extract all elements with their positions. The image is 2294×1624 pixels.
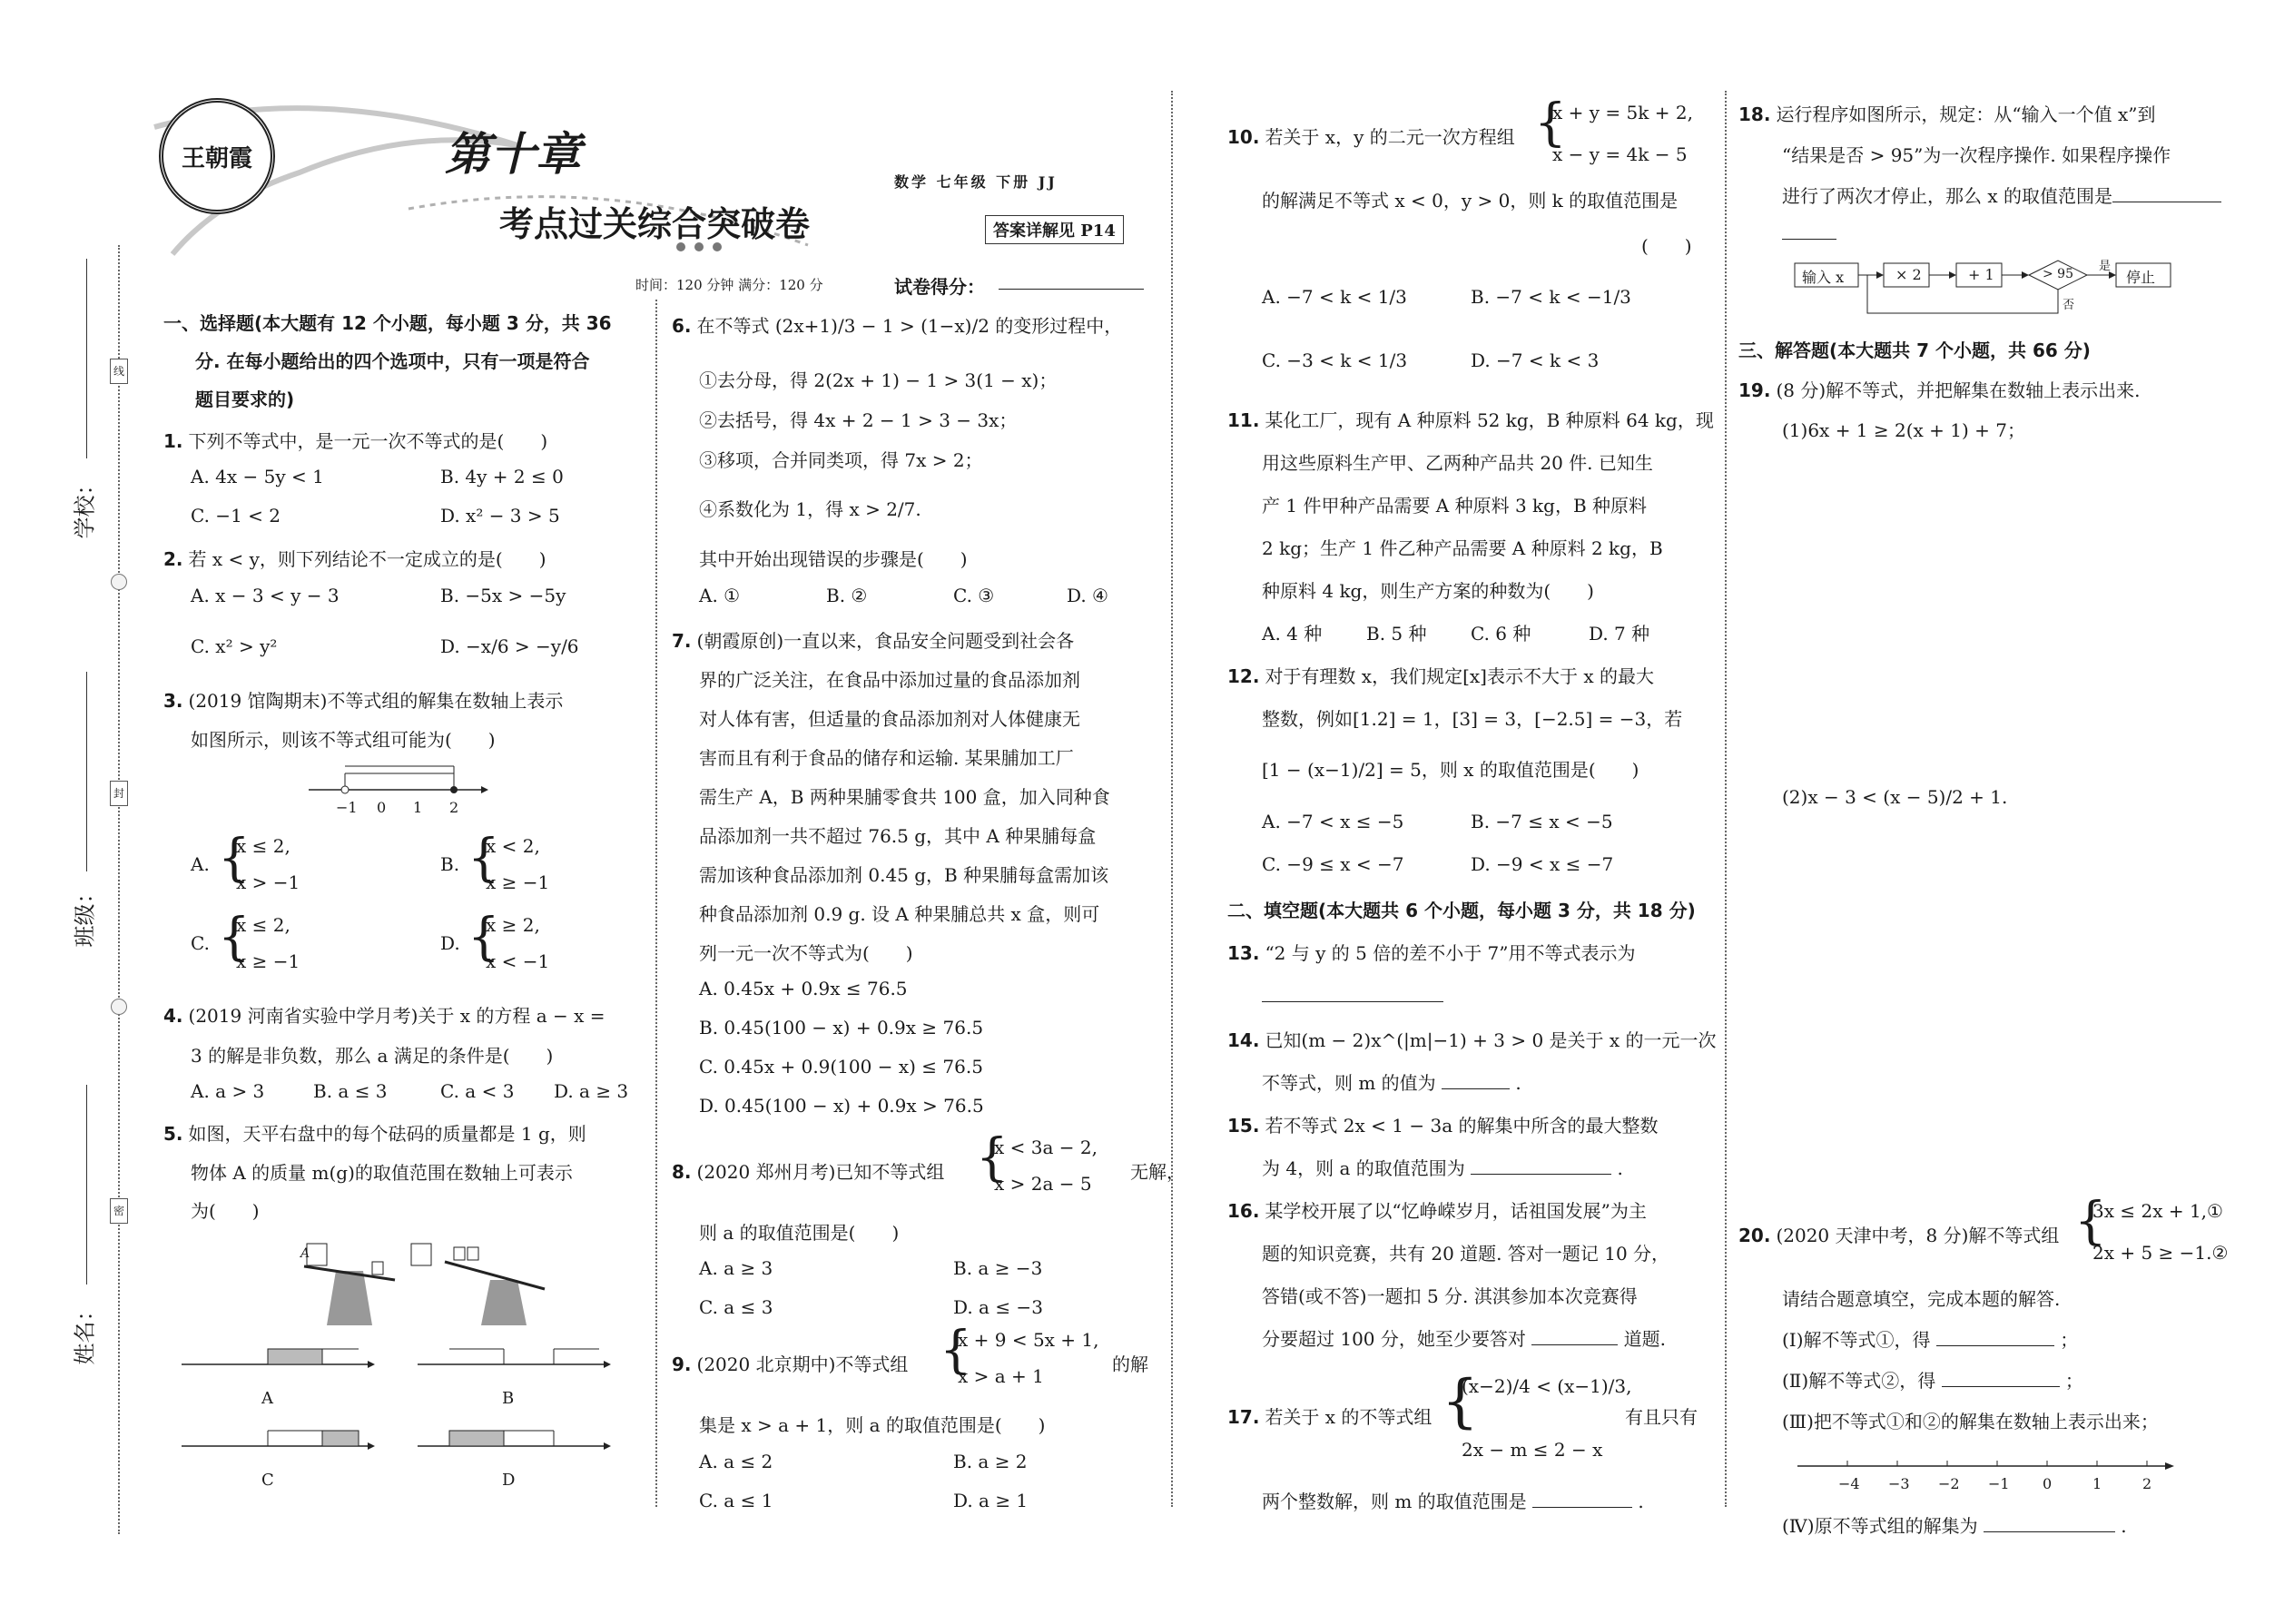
question-4: 4. (2019 河南省实验中学月考)关于 x 的方程 a − x = <box>163 1005 605 1027</box>
punch-hole-1 <box>111 574 127 590</box>
q3-option-c-brace: { <box>218 908 251 967</box>
q18-line-3: 进行了两次才停止，那么 x 的取值范围是 <box>1782 182 2221 208</box>
q5-option-b-numberline <box>418 1342 613 1378</box>
question-13: 13. “2 与 y 的 5 倍的差不小于 7”用不等式表示为 <box>1227 942 1636 964</box>
section-1-heading: 一、选择题(本大题有 12 个小题，每小题 3 分，共 36 <box>163 312 612 334</box>
q7-line-7: 需加该种食品添加剂 0.45 g，B 种果脯每盒需加该 <box>699 864 1109 886</box>
question-12: 12. 对于有理数 x，我们规定[x]表示不大于 x 的最大 <box>1227 665 1654 687</box>
q7-line-6: 品添加剂一共不超过 76.5 g，其中 A 种果脯每盒 <box>699 825 1097 847</box>
q11-line-5: 种原料 4 kg，则生产方案的种数为( ) <box>1262 580 1594 602</box>
q7-option-d[interactable]: D. 0.45(100 − x) + 0.9x > 76.5 <box>699 1095 984 1117</box>
q19-part-1: (1)6x + 1 ≥ 2(x + 1) + 7； <box>1782 419 2026 441</box>
axis-tick-m1: −1 <box>1988 1475 2010 1492</box>
name-label: 姓名： <box>72 1299 98 1365</box>
axis-tick-1: 1 <box>2092 1475 2102 1492</box>
question-20: 20. (2020 天津中考，8 分)解不等式组 <box>1738 1225 2060 1246</box>
q17-answer-blank[interactable] <box>1532 1491 1632 1508</box>
q11-line-4: 2 kg；生产 1 件乙种产品需要 A 种原料 2 kg，B <box>1262 537 1663 559</box>
score-blank[interactable] <box>999 272 1144 290</box>
q3-tick-0: 0 <box>377 799 387 816</box>
q20-step-i: (Ⅰ)解不等式①，得 ； <box>1782 1329 2079 1351</box>
q6-option-b[interactable]: B. ② <box>826 585 868 606</box>
q10-system-line1: x + y = 5k + 2, <box>1552 102 1693 123</box>
q16-answer-blank[interactable] <box>1531 1328 1618 1345</box>
q5-label-c[interactable]: C <box>261 1471 274 1490</box>
name-line <box>86 1085 87 1284</box>
q10-paren: ( ) <box>1641 235 1692 257</box>
q13-answer-blank[interactable] <box>1262 985 1443 1002</box>
q3-option-a-label[interactable]: A. <box>191 853 210 875</box>
q9-option-c[interactable]: C. a ≤ 1 <box>699 1490 773 1511</box>
q3-option-d-l1: x ≥ 2, <box>486 914 540 936</box>
q7-line-9: 列一元一次不等式为( ) <box>699 942 913 964</box>
q8-option-b[interactable]: B. a ≥ −3 <box>953 1257 1043 1279</box>
q3-option-a-brace: { <box>218 829 251 888</box>
q12-option-c[interactable]: C. −9 ≤ x < −7 <box>1262 853 1404 875</box>
q2-option-b[interactable]: B. −5x > −5y <box>440 585 566 606</box>
flow-yes: 是 <box>2099 260 2112 273</box>
q12-line-2: 整数，例如[1.2] = 1，[3] = 3，[−2.5] = −3，若 <box>1262 708 1683 730</box>
question-15: 15. 若不等式 2x < 1 − 3a 的解集中所含的最大整数 <box>1227 1115 1659 1137</box>
q3-option-d-brace: { <box>468 908 500 967</box>
q3-tick-1: 1 <box>413 799 423 816</box>
q5-label-b[interactable]: B <box>502 1389 515 1408</box>
q7-line-3: 对人体有害，但适量的食品添加剂对人体健康无 <box>699 708 1080 730</box>
q14-answer-blank[interactable] <box>1442 1072 1510 1089</box>
q9-option-a[interactable]: A. a ≤ 2 <box>699 1451 773 1472</box>
q6-prompt: 其中开始出现错误的步骤是( ) <box>699 548 968 570</box>
question-9: 9. (2020 北京期中)不等式组 <box>672 1353 909 1375</box>
q3-tick-m1: −1 <box>336 799 358 816</box>
question-5: 5. 如图，天平右盘中的每个砝码的质量都是 1 g，则 <box>163 1123 586 1145</box>
column-divider-2 <box>1171 91 1173 1507</box>
q2-option-c[interactable]: C. x² > y² <box>191 635 278 657</box>
q4-option-d[interactable]: D. a ≥ 3 <box>554 1080 629 1102</box>
q12-option-b[interactable]: B. −7 ≤ x < −5 <box>1471 811 1613 832</box>
q11-option-b[interactable]: B. 5 种 <box>1366 623 1427 645</box>
section-1-heading-line3: 题目要求的) <box>195 389 295 410</box>
q2-option-d[interactable]: D. −x/6 > −y/6 <box>440 635 579 657</box>
q18-line-2: “结果是否 > 95”为一次程序操作. 如果程序操作 <box>1782 144 2171 166</box>
question-3-line2: 如图所示，则该不等式组可能为( ) <box>191 729 496 751</box>
q9-option-b[interactable]: B. a ≥ 2 <box>953 1451 1028 1472</box>
axis-tick-2: 2 <box>2142 1475 2152 1492</box>
section-3-heading: 三、解答题(本大题共 7 个小题，共 66 分) <box>1738 340 2091 361</box>
school-label: 学校： <box>72 473 98 539</box>
question-16: 16. 某学校开展了以“忆峥嵘岁月，话祖国发展”为主 <box>1227 1200 1647 1222</box>
q11-line-2: 用这些原料生产甲、乙两种产品共 20 件. 已知生 <box>1262 452 1653 474</box>
subject-tag: 数学 七年级 下册 JJ <box>894 173 1058 191</box>
q10-option-b[interactable]: B. −7 < k < −1/3 <box>1471 286 1631 308</box>
q6-option-c[interactable]: C. ③ <box>953 585 995 606</box>
question-5-line3: 为( ) <box>191 1200 260 1222</box>
section-2-heading: 二、填空题(本大题共 6 个小题，每小题 3 分，共 18 分) <box>1227 900 1696 921</box>
q11-option-c[interactable]: C. 6 种 <box>1471 623 1531 645</box>
q8-option-a[interactable]: A. a ≥ 3 <box>699 1257 773 1279</box>
question-14: 14. 已知(m − 2)x^(|m|−1) + 3 > 0 是关于 x 的一元一次 <box>1227 1029 1717 1051</box>
question-7: 7. (朝霞原创)一直以来，食品安全问题受到社会各 <box>672 630 1075 652</box>
q9-system-line1: x + 9 < 5x + 1, <box>958 1329 1099 1351</box>
q4-option-c[interactable]: C. a < 3 <box>440 1080 515 1102</box>
logo-badge <box>159 98 275 214</box>
q7-line-5: 需生产 A，B 两种果脯零食共 100 盒，加入同种食 <box>699 786 1110 808</box>
q19-part-2: (2)x − 3 < (x − 5)/2 + 1. <box>1782 786 2008 808</box>
q18-answer-blank[interactable] <box>2112 185 2221 202</box>
seal-seal-mark: 封 <box>110 781 128 806</box>
q16-line-4: 分要超过 100 分，她至少要答对 道题. <box>1262 1328 1666 1350</box>
q20-system-line1: 3x ≤ 2x + 1,① <box>2092 1200 2223 1222</box>
q10-option-d[interactable]: D. −7 < k < 3 <box>1471 349 1600 371</box>
q7-line-4: 害而且有利于食品的储存和运输. 某果脯加工厂 <box>699 747 1074 769</box>
q8-prompt: 则 a 的取值范围是( ) <box>699 1222 900 1244</box>
q3-option-d-label[interactable]: D. <box>440 932 460 954</box>
flow-add: + 1 <box>1968 266 1994 283</box>
q7-line-2: 界的广泛关注，在食品中添加过量的食品添加剂 <box>699 669 1080 691</box>
q15-answer-blank[interactable] <box>1471 1157 1611 1175</box>
q12-line-3: [1 − (x−1)/2] = 5，则 x 的取值范围是( ) <box>1262 759 1639 781</box>
q17-line-2: 两个整数解，则 m 的取值范围是 . <box>1262 1491 1644 1512</box>
q5-weight-a-label: A <box>300 1246 310 1261</box>
q1-option-c[interactable]: C. −1 < 2 <box>191 505 281 527</box>
q11-option-d[interactable]: D. 7 种 <box>1589 623 1650 645</box>
q2-option-a[interactable]: A. x − 3 < y − 3 <box>191 585 340 606</box>
q20-step-iii: (Ⅲ)把不等式①和②的解集在数轴上表示出来； <box>1782 1411 2159 1432</box>
q5-option-d-numberline <box>418 1423 613 1460</box>
flow-stop: 停止 <box>2126 269 2156 286</box>
question-18: 18. 运行程序如图所示，规定：从“输入一个值 x”到 <box>1738 103 2156 125</box>
q3-option-c-l2: x ≥ −1 <box>236 950 300 972</box>
q6-option-a[interactable]: A. ① <box>699 585 741 606</box>
q20-answer-blank-i[interactable] <box>1936 1329 2054 1346</box>
axis-tick-m3: −3 <box>1888 1475 1910 1492</box>
q6-option-d[interactable]: D. ④ <box>1067 585 1108 606</box>
axis-tick-m2: −2 <box>1938 1475 1960 1492</box>
question-19: 19. (8 分)解不等式，并把解集在数轴上表示出来. <box>1738 379 2141 401</box>
q17-system-line2: 2x − m ≤ 2 − x <box>1462 1439 1603 1461</box>
q3-option-b-label[interactable]: B. <box>440 853 460 875</box>
q15-line-2: 为 4，则 a 的取值范围为 . <box>1262 1157 1623 1179</box>
q3-option-b-l2: x ≥ −1 <box>486 871 550 893</box>
q8-option-d[interactable]: D. a ≤ −3 <box>953 1296 1043 1318</box>
question-8: 8. (2020 郑州月考)已知不等式组 <box>672 1161 945 1183</box>
axis-tick-m4: −4 <box>1838 1475 1860 1492</box>
q9-option-d[interactable]: D. a ≥ 1 <box>953 1490 1029 1511</box>
q5-label-d[interactable]: D <box>502 1471 516 1490</box>
q3-option-b-l1: x < 2, <box>486 835 540 857</box>
question-3: 3. (2019 馆陶期末)不等式组的解集在数轴上表示 <box>163 690 564 712</box>
question-11: 11. 某化工厂，现有 A 种原料 52 kg，B 种原料 64 kg，现 <box>1227 409 1714 431</box>
binding-dotted-line <box>118 245 120 1534</box>
q3-option-c-label[interactable]: C. <box>191 932 210 954</box>
question-17: 17. 若关于 x 的不等式组 <box>1227 1406 1433 1428</box>
q17-system-line1: (x−2)/4 < (x−1)/3, <box>1462 1375 1632 1397</box>
score-label: 试卷得分： <box>894 276 985 298</box>
paper-title: 考点过关综合突破卷 <box>499 203 811 244</box>
q9-end: 的解 <box>1112 1353 1148 1375</box>
time-info: 时间：120 分钟 满分：120 分 <box>635 277 823 293</box>
q3-option-b-brace: { <box>468 829 500 888</box>
q12-option-d[interactable]: D. −9 < x ≤ −7 <box>1471 853 1614 875</box>
q9-prompt: 集是 x > a + 1，则 a 的取值范围是( ) <box>699 1414 1046 1436</box>
q8-brace: { <box>976 1128 1009 1187</box>
q7-option-a[interactable]: A. 0.45x + 0.9x ≤ 76.5 <box>699 978 908 999</box>
q1-option-b[interactable]: B. 4y + 2 ≤ 0 <box>440 466 564 487</box>
question-2: 2. 若 x < y，则下列结论不一定成立的是( ) <box>163 548 546 570</box>
q18-answer-blank-cont[interactable] <box>1782 222 1836 240</box>
q12-option-a[interactable]: A. −7 < x ≤ −5 <box>1262 811 1404 832</box>
answer-reference: 答案详解见 P14 <box>985 215 1124 244</box>
q8-system-line2: x > 2a − 5 <box>994 1173 1092 1195</box>
class-label: 班级： <box>72 881 98 948</box>
q10-line-2: 的解满足不等式 x < 0，y > 0，则 k 的取值范围是 <box>1262 190 1679 212</box>
q11-line-3: 产 1 件甲种产品需要 A 种原料 3 kg，B 种原料 <box>1262 495 1648 517</box>
column-divider-3 <box>1725 91 1727 1507</box>
q6-step-4: ④系数化为 1，得 x > 2/7. <box>699 498 921 520</box>
q3-option-d-l2: x < −1 <box>486 950 550 972</box>
q17-end: 有且只有 <box>1625 1406 1698 1428</box>
q9-brace: { <box>940 1321 972 1380</box>
q7-line-8: 种食品添加剂 0.9 g. 设 A 种果脯总共 x 盒，则可 <box>699 903 1100 925</box>
q10-option-a[interactable]: A. −7 < k < 1/3 <box>1262 286 1407 308</box>
question-1: 1. 下列不等式中，是一元一次不等式的是( ) <box>163 430 548 452</box>
seal-secret-mark: 密 <box>110 1198 128 1224</box>
q20-answer-blank-iv[interactable] <box>1984 1515 2115 1532</box>
q10-brace: { <box>1534 94 1567 153</box>
punch-hole-2 <box>111 999 127 1015</box>
q1-option-d[interactable]: D. x² − 3 > 5 <box>440 505 560 527</box>
q8-option-c[interactable]: C. a ≤ 3 <box>699 1296 773 1318</box>
q4-option-b[interactable]: B. a ≤ 3 <box>313 1080 388 1102</box>
section-1-heading-line2: 分. 在每小题给出的四个选项中，只有一项是符合 <box>195 350 590 372</box>
q6-step-1: ①去分母，得 2(2x + 1) − 1 > 3(1 − x)； <box>699 369 1058 391</box>
q5-option-c-numberline <box>182 1423 377 1460</box>
q5-label-a[interactable]: A <box>261 1389 273 1408</box>
q6-step-3: ③移项，合并同类项，得 7x > 2； <box>699 449 983 471</box>
q16-line-3: 答错(或不答)一题扣 5 分. 淇淇参加本次竞赛得 <box>1262 1285 1638 1307</box>
class-line <box>86 672 87 871</box>
q16-line-2: 题的知识竞赛，共有 20 道题. 答对一题记 10 分， <box>1262 1243 1670 1265</box>
flow-input: 输入 x <box>1802 269 1845 286</box>
q5-option-a-numberline <box>182 1342 377 1378</box>
q20-step-ii: (Ⅱ)解不等式②，得 ； <box>1782 1370 2083 1392</box>
q9-system-line2: x > a + 1 <box>958 1365 1044 1387</box>
q10-option-c[interactable]: C. −3 < k < 1/3 <box>1262 349 1408 371</box>
q3-tick-2: 2 <box>449 799 459 816</box>
q4-option-a[interactable]: A. a > 3 <box>191 1080 265 1102</box>
q20-answer-blank-ii[interactable] <box>1942 1370 2060 1387</box>
flow-multiply: × 2 <box>1895 266 1922 283</box>
q3-option-c-l1: x ≤ 2, <box>236 914 290 936</box>
q3-option-a-l1: x ≤ 2, <box>236 835 290 857</box>
q3-option-a-l2: x > −1 <box>236 871 300 893</box>
axis-tick-0: 0 <box>2043 1475 2053 1492</box>
q20-system-line2: 2x + 5 ≥ −1.② <box>2092 1242 2229 1264</box>
q6-step-2: ②去括号，得 4x + 2 − 1 > 3 − 3x； <box>699 409 1018 431</box>
q14-line-2: 不等式，则 m 的值为 . <box>1262 1072 1521 1094</box>
question-4-line2: 3 的解是非负数，那么 a 满足的条件是( ) <box>191 1045 554 1067</box>
seal-line-mark: 线 <box>110 359 128 384</box>
q7-option-b[interactable]: B. 0.45(100 − x) + 0.9x ≥ 76.5 <box>699 1017 984 1038</box>
q20-step-iv: (Ⅳ)原不等式组的解集为 . <box>1782 1515 2127 1537</box>
logo-text: 王朝霞 <box>181 144 252 172</box>
question-5-line2: 物体 A 的质量 m(g)的取值范围在数轴上可表示 <box>191 1162 573 1184</box>
q10-system-line2: x − y = 4k − 5 <box>1552 143 1688 165</box>
q11-option-a[interactable]: A. 4 种 <box>1262 623 1323 645</box>
q1-option-a[interactable]: A. 4x − 5y < 1 <box>191 466 324 487</box>
q7-option-c[interactable]: C. 0.45x + 0.9(100 − x) ≤ 76.5 <box>699 1056 983 1078</box>
school-line <box>86 259 87 458</box>
q20-brace: { <box>2074 1192 2107 1251</box>
flow-compare: > 95 <box>2043 267 2073 281</box>
question-10: 10. 若关于 x，y 的二元一次方程组 <box>1227 126 1515 148</box>
question-6: 6. 在不等式 (2x+1)/3 − 1 > (1−x)/2 的变形过程中， <box>672 315 1123 337</box>
q20-prompt: 请结合题意填空，完成本题的解答. <box>1782 1288 2061 1310</box>
q17-brace: { <box>1442 1368 1479 1435</box>
q5-balance-scales <box>281 1235 572 1334</box>
q8-system-line1: x < 3a − 2, <box>994 1137 1098 1158</box>
flow-no: 否 <box>2063 299 2075 312</box>
column-divider-1 <box>655 300 657 1507</box>
chapter-title: 第十章 <box>445 128 581 181</box>
q8-end: 无解， <box>1130 1161 1185 1183</box>
